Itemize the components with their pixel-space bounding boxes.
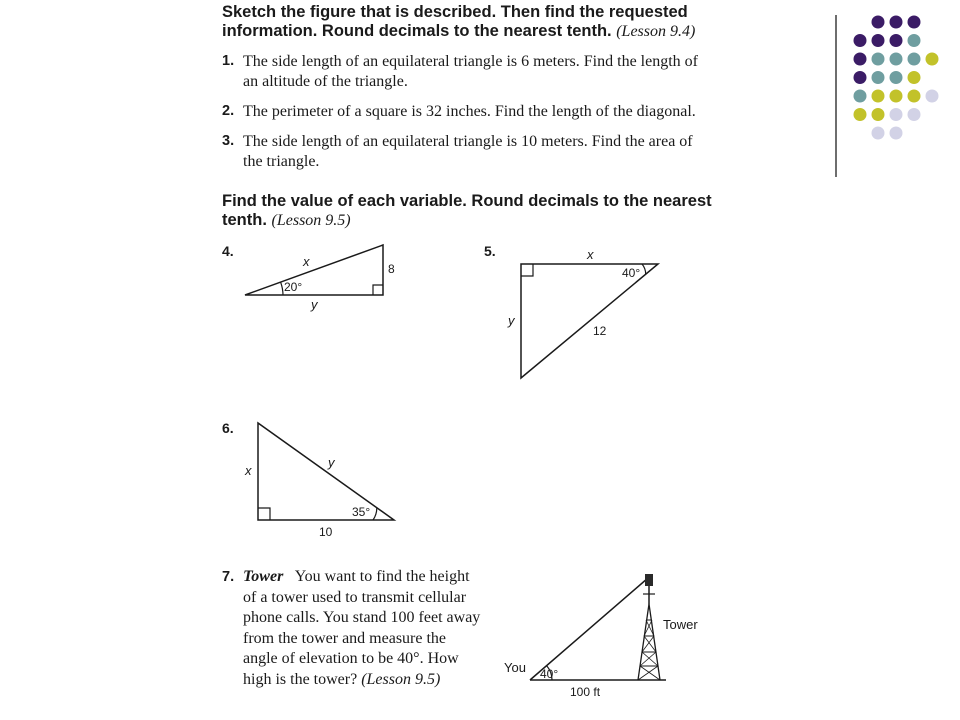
problem-1-number: 1.	[222, 53, 235, 69]
decorative-dot	[890, 108, 903, 121]
section2-heading	[222, 192, 752, 230]
figure-7-you-label: You	[504, 660, 526, 675]
section1-heading	[222, 3, 752, 41]
decorative-dot	[908, 34, 921, 47]
decorative-dot	[872, 108, 885, 121]
decorative-dot	[908, 71, 921, 84]
decorative-dot	[926, 90, 939, 103]
decorative-dot	[854, 34, 867, 47]
problem-7-line3: phone calls. You stand 100 feet away	[243, 609, 481, 626]
figure-5-triangle	[500, 245, 675, 385]
figure-7-tower-diagram	[500, 570, 715, 705]
section1-heading-line1: Sketch the figure that is described. Then find the requested	[222, 3, 688, 21]
decorative-dot	[854, 53, 867, 66]
figure-4-angle-label: 20°	[284, 280, 303, 294]
figure-5-number: 5.	[484, 243, 496, 259]
decorative-dot	[890, 16, 903, 29]
decorative-dot	[872, 53, 885, 66]
problem-7-line4: from the tower and measure the	[243, 629, 447, 647]
figure-6-hyp-label: y	[328, 455, 335, 470]
figure-7-angle-label: 40°	[540, 667, 559, 681]
decorative-divider-line	[835, 15, 837, 177]
figure-7-distance-label: 100 ft	[570, 685, 601, 699]
problem-7-line1: You want to find the height	[294, 568, 470, 585]
decorative-dot-pattern	[850, 10, 950, 160]
figure-6-angle-label: 35°	[352, 505, 371, 519]
figure-4-outline	[245, 245, 383, 295]
decorative-dot	[908, 16, 921, 29]
decorative-dot	[908, 53, 921, 66]
figure-4-triangle	[235, 235, 415, 315]
figure-4-right-angle-mark	[373, 285, 383, 295]
section1-heading-line2: information. Round decimals to the nearest tenth.	[222, 22, 612, 40]
problem-1-line2: an altitude of the triangle.	[243, 72, 408, 90]
section1-lesson: (Lesson 9.4)	[616, 23, 696, 40]
decorative-dot	[890, 53, 903, 66]
figure-5-angle-label: 40°	[622, 266, 641, 280]
decorative-dot	[854, 90, 867, 103]
section2-lesson: (Lesson 9.5)	[271, 212, 351, 229]
figure-4-number: 4.	[222, 243, 234, 259]
figure-4-leg-label: 8	[388, 262, 395, 276]
section2-heading-line1: Find the value of each variable. Round decimals to the nearest	[222, 192, 712, 210]
figure-6-side-label: x	[245, 463, 252, 478]
decorative-dot	[872, 127, 885, 140]
figure-6-number: 6.	[222, 420, 234, 436]
figure-7-tower-label: Tower	[663, 617, 698, 632]
problem-3-number: 3.	[222, 133, 235, 149]
decorative-dot	[872, 16, 885, 29]
problem-1-line1: The side length of an equilateral triangle is 6 meters. Find the length of	[243, 53, 698, 70]
section2-heading-line2: tenth.	[222, 211, 267, 229]
figure-7-sight-line	[530, 578, 648, 680]
figure-6-triangle	[240, 415, 410, 540]
figure-4-angle-arc	[281, 282, 283, 295]
figure-5-right-angle-mark	[521, 264, 533, 276]
problem-2-number: 2.	[222, 103, 235, 119]
decorative-dot	[854, 71, 867, 84]
decorative-dot	[854, 108, 867, 121]
figure-6-angle-arc	[373, 508, 377, 520]
figure-6-base-label: 10	[319, 525, 333, 539]
decorative-dot	[908, 108, 921, 121]
figure-5-top-label: x	[587, 247, 594, 262]
decorative-dot	[890, 71, 903, 84]
problem-7-lesson: (Lesson 9.5)	[361, 670, 441, 688]
decorative-dot	[890, 34, 903, 47]
decorative-dot	[890, 127, 903, 140]
problem-7-line2: of a tower used to transmit cellular	[243, 588, 467, 606]
problem-7-title: Tower	[243, 568, 284, 585]
figure-4-hyp-label: x	[303, 254, 310, 269]
problem-2-line1: The perimeter of a square is 32 inches. Find the length of the diagonal.	[243, 103, 696, 120]
figure-5-side-label: y	[508, 313, 515, 328]
decorative-dot	[926, 53, 939, 66]
problem-3-line2: the triangle.	[243, 152, 320, 170]
figure-6-outline	[258, 423, 394, 520]
decorative-dot	[872, 90, 885, 103]
figure-6-right-angle-mark	[258, 508, 270, 520]
decorative-dot	[908, 90, 921, 103]
figure-5-outline	[521, 264, 658, 378]
problem-7-line5: angle of elevation to be 40°. How	[243, 650, 459, 667]
problem-7-line6: high is the tower?	[243, 670, 358, 688]
figure-4-base-label: y	[311, 297, 318, 312]
problem-7-number: 7.	[222, 569, 235, 585]
decorative-dot	[872, 34, 885, 47]
tower-icon	[638, 574, 660, 680]
decorative-dot	[890, 90, 903, 103]
decorative-dot	[872, 71, 885, 84]
figure-5-angle-arc	[642, 264, 646, 274]
problem-3-line1: The side length of an equilateral triangle is 10 meters. Find the area of	[243, 133, 693, 150]
figure-5-hyp-label: 12	[593, 324, 607, 338]
